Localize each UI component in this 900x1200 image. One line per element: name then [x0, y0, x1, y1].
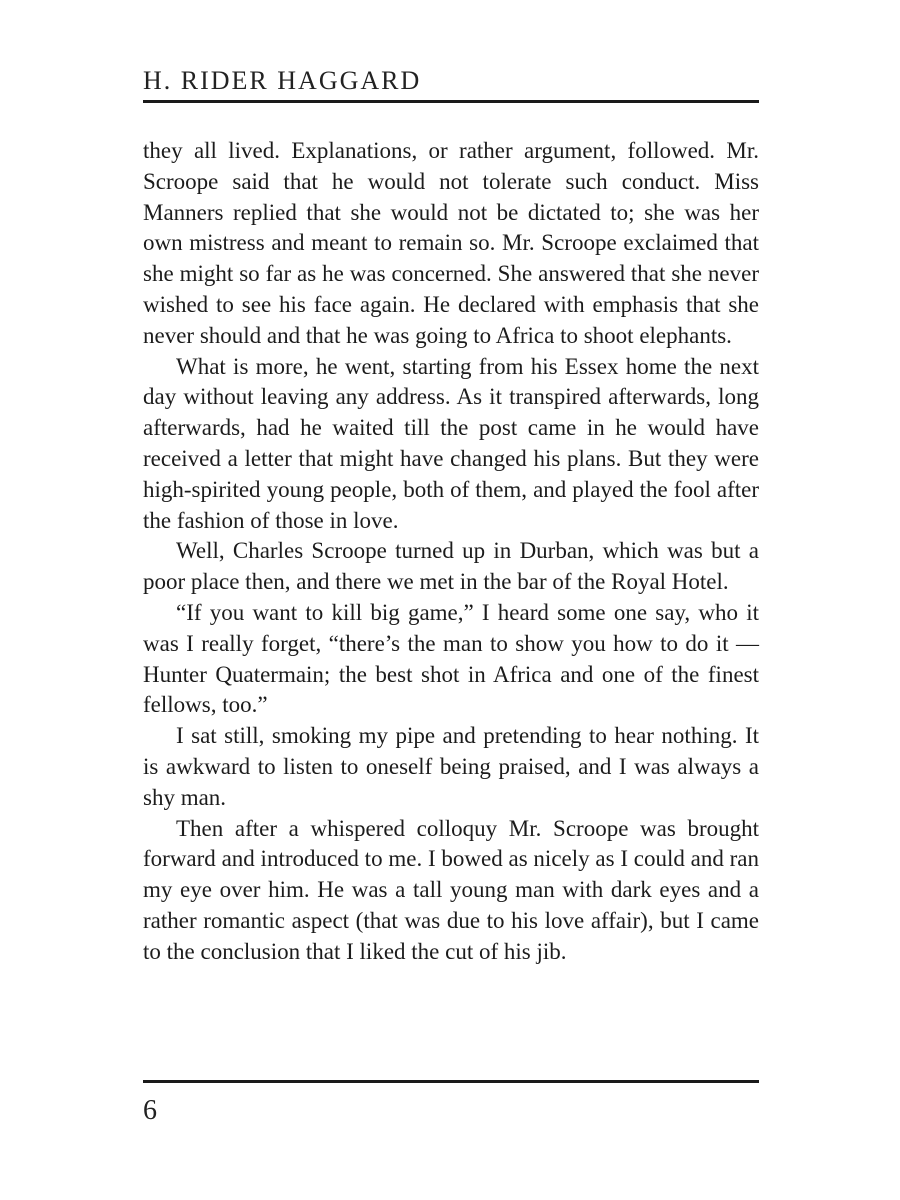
- header-rule: [143, 100, 759, 103]
- paragraph: they all lived. Explanations, or rather argument, followed. Mr. Scroope said that he would not tolerate such conduct. Miss Manners replied that she would not be dictated to; she was her own mistress and meant to remain so. Mr. Scroope exclaimed that she might so far as he was concerned. She answered that she never wished to see his face again. He declared with emphasis that she never should and that he was going to Africa to shoot elephants.: [143, 138, 759, 348]
- paragraph: Well, Charles Scroope turned up in Durban, which was but a poor place then, and there we met in the bar of the Royal Hotel.: [143, 538, 759, 595]
- body-text: [143, 136, 759, 968]
- paragraph: What is more, he went, starting from his Essex home the next day without leaving any address. As it transpired afterwards, long afterwards, had he waited till the post came in he would have received a letter that might have changed his plans. But they were high-spirited young people, both of them, and played the fool after the fashion of those in love.: [143, 353, 759, 533]
- paragraph: I sat still, smoking my pipe and pretending to hear nothing. It is awkward to listen to oneself being praised, and I was always a shy man.: [143, 723, 759, 810]
- paragraph: Then after a whispered colloquy Mr. Scroope was brought forward and introduced to me. I bowed as nicely as I could and ran my eye over him. He was a tall young man with dark eyes and a rather romantic aspect (that was due to his love affair), but I came to the conclusion that I liked the cut of his jib.: [143, 815, 759, 964]
- footer-rule: [143, 1080, 759, 1083]
- running-head: H. RIDER HAGGARD: [143, 66, 422, 95]
- page-number: 6: [143, 1095, 157, 1126]
- paragraph: “If you want to kill big game,” I heard some one say, who it was I really forget, “there’s the man to show you how to do it — Hunter Quatermain; the best shot in Africa and one of the finest fellows, too.”: [143, 599, 759, 718]
